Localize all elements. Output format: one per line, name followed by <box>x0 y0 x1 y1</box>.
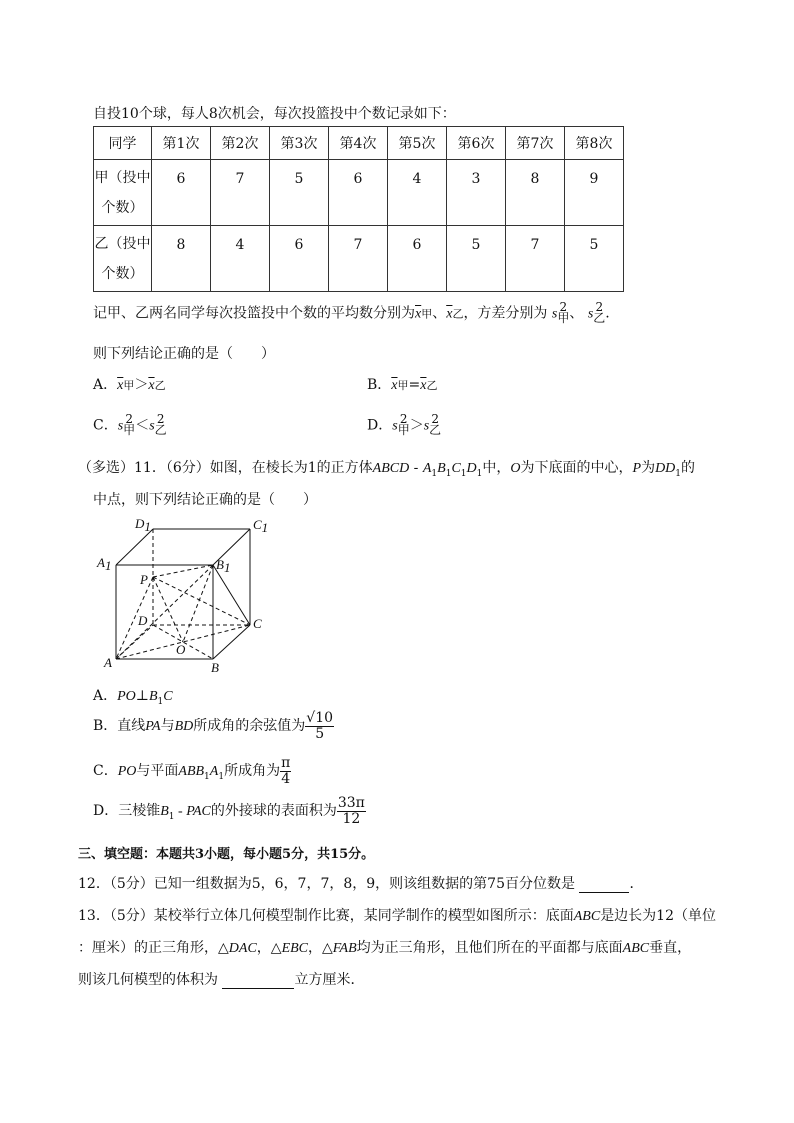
label-c: C <box>253 616 262 631</box>
segment-b1a <box>116 565 213 659</box>
table-header: 第1次 <box>152 127 211 160</box>
table-cell: 5 <box>270 160 329 226</box>
label-d: D <box>138 613 148 628</box>
q10-stem: 记甲、乙两名同学每次投篮投中个数的平均数分别为$\overline{x}$甲、$\overline{x}$乙，方差分别为 s 2 甲、 s 2 乙. <box>93 300 610 326</box>
table-cell: 4 <box>211 226 270 292</box>
q12-answer-blank[interactable] <box>579 876 629 893</box>
segment-b1o <box>183 565 213 642</box>
table-cell: 6 <box>152 160 211 226</box>
q11-stem-line2: 中点，则下列结论正确的是（ ） <box>93 492 317 508</box>
table-row <box>94 226 624 292</box>
table-header: 第4次 <box>329 127 388 160</box>
q13-line1: 13．（5分）某校举行立体几何模型制作比赛，某同学制作的模型如图所示：底面ABC是边长为12（单位 <box>78 908 717 924</box>
q11-option-a[interactable]: A．$PO\perp B_1C$ <box>93 688 173 707</box>
table-cell: 4 <box>388 160 447 226</box>
q12: 12．（5分）已知一组数据为5，6，7，7，8，9，则该组数据的第75百分位数是 ． <box>78 876 644 892</box>
segment-po <box>153 577 183 642</box>
table-header: 第5次 <box>388 127 447 160</box>
table-header: 同学 <box>94 127 152 160</box>
label-c1: C1 <box>253 517 269 535</box>
table-row <box>94 160 624 226</box>
q10-option-b[interactable]: B．$\overline{x}$甲$=\overline{x}$乙 <box>367 377 438 393</box>
table-header: 第6次 <box>447 127 506 160</box>
segment-pb1 <box>153 565 213 577</box>
table-header: 第3次 <box>270 127 329 160</box>
label-o: O <box>176 642 186 657</box>
table-cell: 8 <box>152 226 211 292</box>
table-cell: 8 <box>506 160 565 226</box>
q10-option-d[interactable]: D．s 2 甲＞s 2 乙 <box>367 412 442 438</box>
q10-prompt: 则下列结论正确的是（ ） <box>93 346 275 362</box>
label-b: B <box>211 660 219 675</box>
label-d1: D1 <box>135 516 151 534</box>
label-a1: A1 <box>97 555 112 573</box>
q13-answer-blank[interactable] <box>222 972 294 989</box>
table-cell: 9 <box>565 160 624 226</box>
score-table <box>93 126 624 292</box>
table-cell: 5 <box>565 226 624 292</box>
table-header-row <box>94 127 624 160</box>
q13-line2: ：厘米）的正三角形，△DAC，△EBC，△FAB均为正三角形，且他们所在的平面都与底面ABC垂直， <box>78 940 692 956</box>
table-cell: 7 <box>211 160 270 226</box>
q10-option-a[interactable]: A．$\overline{x}$甲$>\overline{x}$乙 <box>93 377 166 393</box>
q10-option-c[interactable]: C．s 2 甲＜s 2 乙 <box>93 412 167 438</box>
q13-line3: 则该几何模型的体积为 立方厘米． <box>78 972 365 988</box>
label-a: A <box>104 655 112 670</box>
table-cell: 6 <box>388 226 447 292</box>
q11-stem-line1: （多选）11．（6分）如图，在棱长为1的正方体ABCD - $A_1B_1C_1D_1$中，O为下底面的中心，P为$DD_1$的 <box>78 460 696 479</box>
table-cell: 5 <box>447 226 506 292</box>
table-header: 第8次 <box>565 127 624 160</box>
q11-option-b[interactable]: B．直线PA与BD所成角的余弦值为 $\frac{√10}{5}$ <box>93 710 334 742</box>
section-3-heading: 三、填空题：本题共3小题，每小题5分，共15分。 <box>78 847 375 862</box>
row-label: 甲（投中 个数） <box>94 160 152 226</box>
table-cell: 3 <box>447 160 506 226</box>
label-p: P <box>140 572 148 587</box>
row-label: 乙（投中 个数） <box>94 226 152 292</box>
q11-option-c[interactable]: C．PO与平面$ABB_1A_1$所成角为 $\frac{\pi}{4}$ <box>93 755 291 787</box>
table-header: 第2次 <box>211 127 270 160</box>
intro-text: 自投10个球，每人8次机会，每次投篮投中个数记录如下： <box>93 106 456 122</box>
table-cell: 6 <box>329 160 388 226</box>
table-header: 第7次 <box>506 127 565 160</box>
label-b1: B1 <box>216 557 231 575</box>
edge-a1d1 <box>116 529 153 565</box>
segment-pa <box>116 577 153 659</box>
table-cell: 7 <box>506 226 565 292</box>
table-cell: 7 <box>329 226 388 292</box>
q11-option-d[interactable]: D．三棱锥$B_1$ - PAC的外接球的表面积为 $\frac{33\pi}{12}$ <box>93 795 365 827</box>
table-cell: 6 <box>270 226 329 292</box>
cube-figure <box>90 512 280 677</box>
